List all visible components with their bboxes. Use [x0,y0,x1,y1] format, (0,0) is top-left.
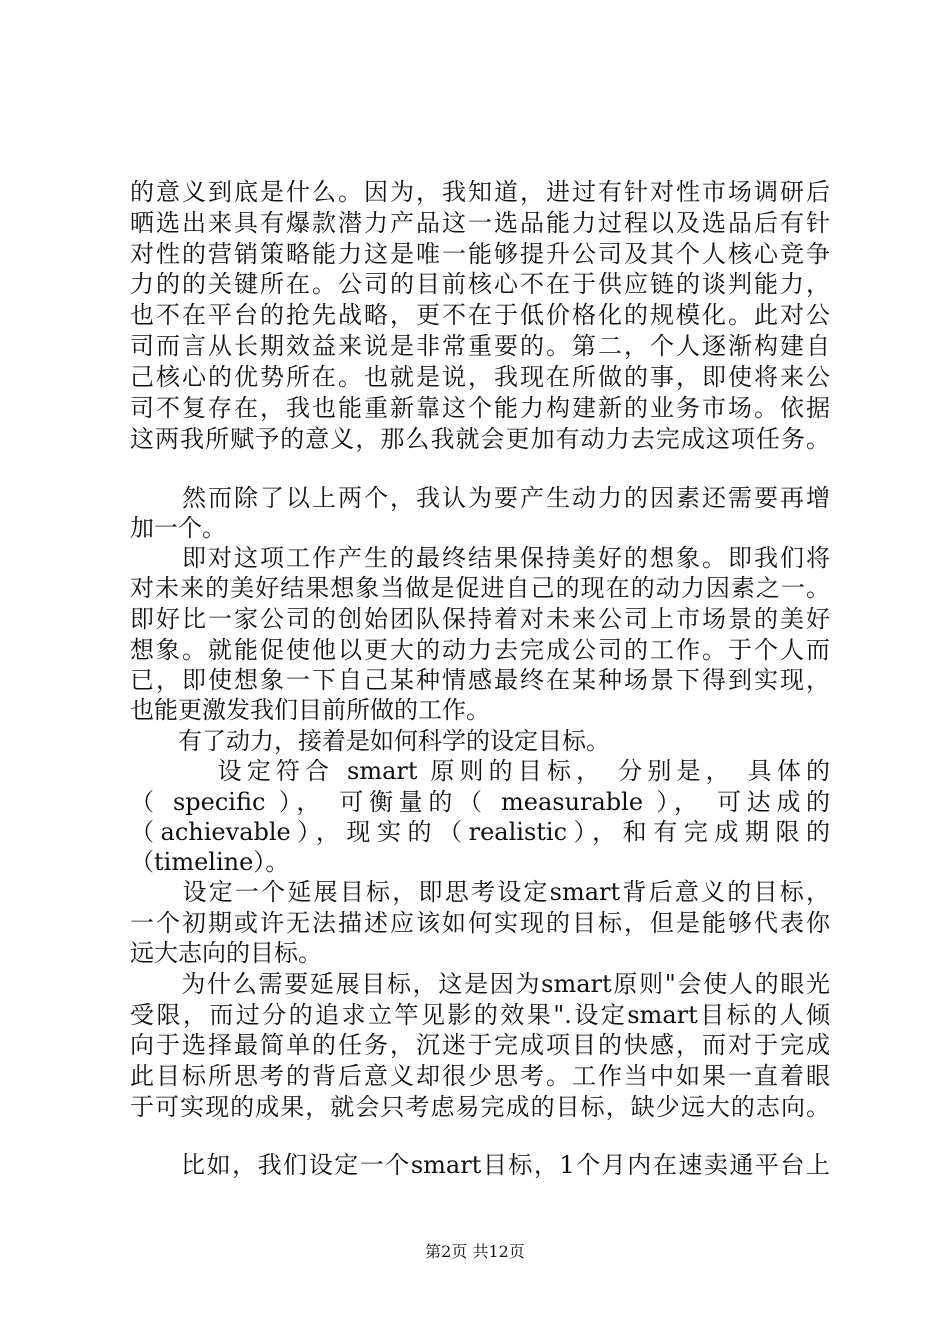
text-line: 力的的关键所在。公司的目前核心不在于供应链的谈判能力， [130,270,830,298]
text-line: 比如，我们设定一个smart目标，1个月内在速卖通平台上 [130,1151,830,1179]
text-line: 此目标所思考的背后意义却很少思考。工作当中如果一直着眼 [130,1062,830,1090]
text-line: 一个初期或许无法描述应该如何实现的目标，但是能够代表你 [130,909,830,937]
text-line: 向于选择最简单的任务，沉迷于完成项目的快感，而对于完成 [130,1031,830,1059]
text-line: （achievable），现实的（realistic），和有完成期限的 [130,818,830,846]
text-line: （ specific ）， 可衡量的（ measurable ）， 可达成的 [130,788,830,816]
text-line: 这两我所赋予的意义，那么我就会更加有动力去完成这项任务。 [130,425,830,453]
text-line: 司而言从长期效益来说是非常重要的。第二，个人逐渐构建自 [130,332,830,360]
text-line: 也能更激发我们目前所做的工作。 [130,696,490,724]
text-line: 为什么需要延展目标，这是因为smart原则"会使人的眼光 [130,970,830,998]
text-line: 的意义到底是什么。因为，我知道，进过有针对性市场调研后 [130,178,830,206]
text-line: 远大志向的目标。 [130,939,322,967]
text-line: 想象。就能促使他以更大的动力去完成公司的工作。于个人而 [130,636,830,664]
text-line: 设定符合 smart 原则的目标， 分别是， 具体的 [130,757,830,785]
text-line: 也不在平台的抢先战略，更不在于低价格化的规模化。此对公 [130,301,830,329]
text-line: 受限，而过分的追求立竿见影的效果".设定smart目标的人倾 [130,1001,830,1029]
text-line: 对性的营销策略能力这是唯一能够提升公司及其个人核心竞争 [130,240,830,268]
text-line: 有了动力，接着是如何科学的设定目标。 [130,727,610,755]
text-line: 然而除了以上两个，我认为要产生动力的因素还需要再增 [130,484,830,512]
text-line: 晒选出来具有爆款潜力产品这一选品能力过程以及选品后有针 [130,209,830,237]
text-line: 即对这项工作产生的最终结果保持美好的想象。即我们将 [130,544,830,572]
text-line: 设定一个延展目标，即思考设定smart背后意义的目标， [130,878,830,906]
text-line: （timeline）。 [130,848,290,876]
text-line: 己核心的优势所在。也就是说，我现在所做的事，即使将来公 [130,363,830,391]
text-line: 司不复存在，我也能重新靠这个能力构建新的业务市场。依据 [130,394,830,422]
text-line: 对未来的美好结果想象当做是促进自己的现在的动力因素之一。 [130,574,830,602]
text-line: 已，即使想象一下自己某种情感最终在某种场景下得到实现， [130,666,830,694]
text-line: 即好比一家公司的创始团队保持着对未来公司上市场景的美好 [130,605,830,633]
text-line: 加一个。 [130,514,226,542]
page-footer: 第2页 共12页 [425,1242,525,1261]
text-line: 于可实现的成果，就会只考虑易完成的目标，缺少远大的志向。 [130,1093,830,1121]
